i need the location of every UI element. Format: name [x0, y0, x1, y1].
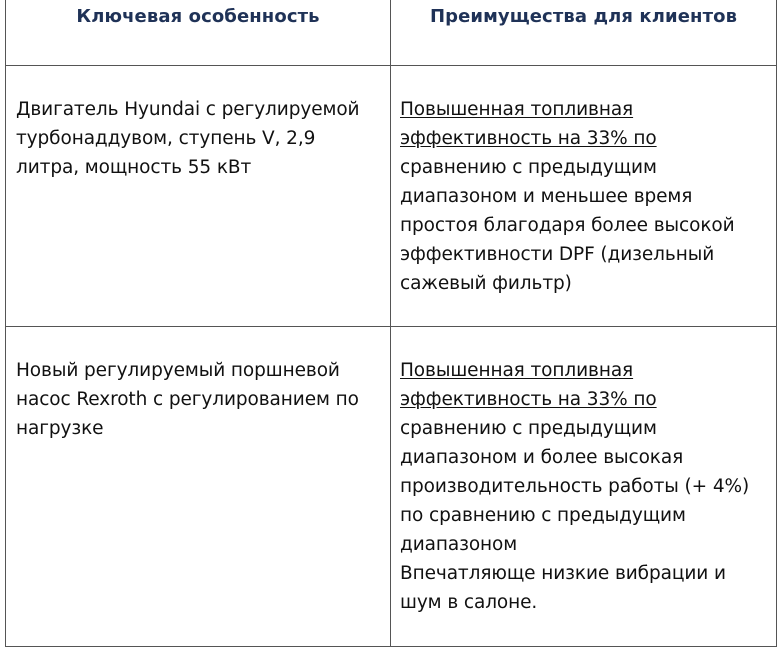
feature-text-line: насос Rexroth с регулированием по	[16, 389, 359, 410]
benefit-cell	[391, 327, 777, 647]
benefit-text-line: Впечатляюще низкие вибрации и	[400, 563, 726, 584]
benefit-underlined-line: эффективность на 33% по	[400, 389, 657, 410]
feature-cell	[6, 66, 391, 327]
benefit-text-line: простоя благодаря более высокой	[400, 215, 735, 236]
benefit-text-line: производительность работы (+ 4%)	[400, 476, 750, 497]
feature-text-line: турбонаддувом, ступень V, 2,9	[16, 128, 316, 149]
benefit-text-line: сажевый фильтр)	[400, 273, 572, 294]
feature-text-line: Двигатель Hyundai с регулируемой	[16, 99, 360, 120]
benefit-underlined-line: Повышенная топливная	[400, 360, 634, 381]
header-customer-benefits: Преимущества для клиентов	[391, 0, 777, 66]
feature-text-line: литра, мощность 55 кВт	[16, 157, 252, 178]
table-header-row	[6, 0, 777, 66]
benefit-text-line: эффективности DPF (дизельный	[400, 244, 715, 265]
feature-text-line: Новый регулируемый поршневой	[16, 360, 340, 381]
benefit-text-line: диапазоном и более высокая	[400, 447, 684, 468]
benefit-text-line: диапазоном и меньшее время	[400, 186, 693, 207]
benefit-cell	[391, 66, 777, 327]
benefit-underlined-line: эффективность на 33% по	[400, 128, 657, 149]
benefit-underlined-line: Повышенная топливная	[400, 99, 634, 120]
feature-text-line: нагрузке	[16, 418, 104, 439]
benefit-text-line: диапазоном	[400, 534, 518, 555]
benefit-text-line: сравнению с предыдущим	[400, 157, 657, 178]
benefit-text-line: сравнению с предыдущим	[400, 418, 657, 439]
feature-cell	[6, 327, 391, 647]
header-key-feature: Ключевая особенность	[6, 0, 391, 66]
table-row	[6, 66, 777, 327]
features-benefits-table	[5, 0, 777, 647]
table-row	[6, 327, 777, 647]
benefit-text-line: шум в салоне.	[400, 592, 538, 613]
benefit-text-line: по сравнению с предыдущим	[400, 505, 686, 526]
